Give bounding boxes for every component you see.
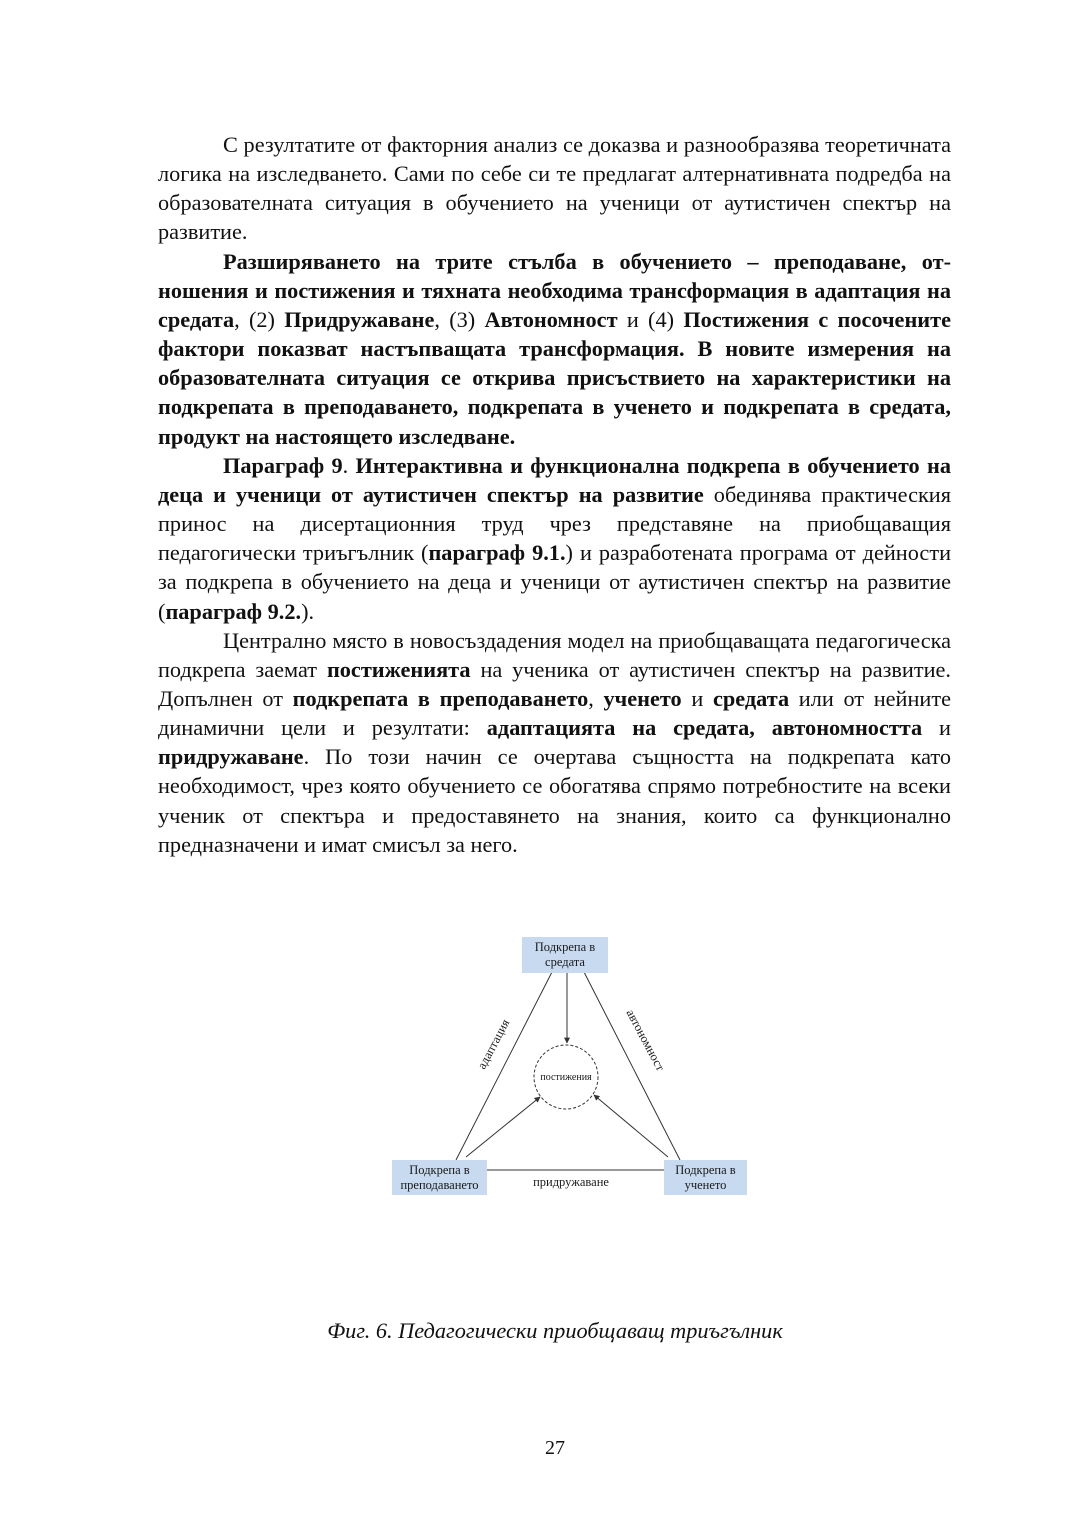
p2-bold-3: Автономност <box>484 306 618 332</box>
p4-bold-1: постиженията <box>326 656 471 682</box>
node-right-line2: ученето <box>684 1177 727 1192</box>
p4-text-3: , <box>588 685 604 711</box>
p3-bold-4: параграф 9.2. <box>165 598 302 624</box>
center-label: постижения <box>540 1072 592 1083</box>
arrow-left <box>466 1097 540 1157</box>
node-top-line2: средата <box>545 955 585 969</box>
page-number: 27 <box>545 1437 565 1459</box>
p4-text-6: и <box>922 715 951 741</box>
p4-text-4: и <box>681 685 713 711</box>
p4-bold-4: средата <box>712 685 790 711</box>
p3-text-4: ). <box>301 598 315 624</box>
edge-right-label: автономност <box>623 1007 668 1074</box>
p3-bold-2: Интерактивна и функционална подкрепа в обучението на деца и ученици от аутистичен спектър на развитие <box>158 452 951 507</box>
p2-bold-4: Постижения с посочените фактори показват настъпващата трансформация. В новите измерения на образователната ситуация се открива присъствието на характеристики на подкрепата в преподаването, подкрепата в ученето и подкрепата в средата, продукт на настоящето изследване. <box>158 306 951 449</box>
edge-left-label: адаптация <box>474 1016 513 1072</box>
p4-text-1: Централно място в новосъздадения модел на приобщаващата педагогическа подкрепа заемат <box>158 627 951 682</box>
arrow-right <box>594 1095 668 1157</box>
p4-text-7: . По този начин се очертава същността на подкрепата като необходимост, чрез която обучението се обогатява спрямо потребностите на всеки ученик от спектъра и предоставянето на знания, които са функционално предназначени и имат смисъл за него. <box>158 744 951 857</box>
edge-left <box>456 972 552 1160</box>
p4-bold-6: придружаване <box>158 744 304 770</box>
node-left-line2: преподаването <box>400 1177 479 1192</box>
p2-bold-2: Придружаване <box>284 306 435 332</box>
p4-bold-5: адаптацията на средата, автономността <box>486 715 923 741</box>
p3-bold-1: Параграф 9 <box>223 452 343 478</box>
p3-bold-3: параграф 9.1. <box>428 540 566 566</box>
node-right-line1: Подкрепа в <box>675 1162 736 1177</box>
p3-text-1: . <box>342 452 356 478</box>
p4-text-2: на ученика от аутистичен спектър на развитие. Допълнен от <box>158 656 952 711</box>
p2-text-1: , (2) <box>234 306 285 332</box>
p2-bold-1: Разширяването на трите стълба в обучението – преподаване, отношения и постижения и тяхната необходима трансформация в адаптация на средата <box>158 248 951 332</box>
p4-bold-2: подкрепата в преподаването <box>292 685 589 711</box>
paragraph-1-text: С резултатите от факторния анализ се доказва и разнообразява теоретичната логика на изследването. Сами по себе си те предлагат алтернативната подредба на образователната ситуация в обучението на ученици от аутистичен спектър на развитие. <box>158 132 951 245</box>
p4-bold-3: ученето <box>603 685 682 711</box>
p3-text-2: обединява практическия принос на дисертационния труд чрез представяне на приобщаващия педагогически триъгълник ( <box>158 481 951 566</box>
edge-bottom-label: придружаване <box>533 1175 609 1189</box>
node-top-line1: Подкрепа в <box>534 940 596 954</box>
p3-text-3: ) и разработената програма от дейности за подкрепа в обучението на деца и ученици от аутистичен спектър на развитие ( <box>158 540 951 624</box>
p2-text-3: и (4) <box>617 306 684 332</box>
p4-text-5: или от нейните динамични цели и резултати: <box>158 685 951 741</box>
p2-text-2: , (3) <box>434 306 485 332</box>
node-left-line1: Подкрепа в <box>409 1162 470 1177</box>
figure-caption: Фиг. 6. Педагогически приобщаващ триъгълник <box>327 1318 783 1343</box>
